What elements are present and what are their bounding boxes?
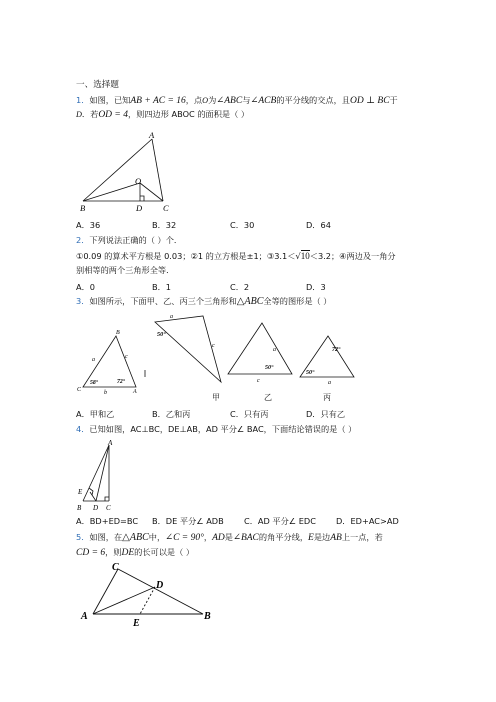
q3-label-b-side: b	[104, 390, 107, 396]
q3-label-c: C	[77, 387, 82, 393]
q3-option-c[interactable]: C．只有丙	[230, 409, 269, 419]
q3-yi-angle-50: 50°	[265, 365, 274, 371]
q3-jia-label-c: c	[212, 343, 215, 349]
formula-od: OD = 4	[98, 110, 128, 120]
q4-label-b: B	[77, 504, 82, 512]
q2-option-c[interactable]: C．2	[230, 282, 250, 292]
question-1-number: 1．	[76, 95, 90, 105]
q1-label-d: D	[136, 203, 143, 213]
q3-option-d[interactable]: D．只有乙	[306, 409, 346, 419]
q2-option-d[interactable]: D．3	[306, 282, 326, 292]
q3-figure-name-yi: 乙	[264, 393, 272, 402]
q3-bing-angle-72: 72°	[332, 347, 341, 353]
q5-label-a: A	[81, 611, 88, 622]
q3-angle-72: 72°	[117, 379, 126, 385]
question-1-line-2: D．若OD = 4，则四边形 ABOC 的面积是（ ）	[76, 109, 250, 120]
q4-label-c: C	[106, 504, 111, 512]
q5-label-b: B	[204, 611, 211, 622]
q1-option-a[interactable]: A．36	[76, 220, 101, 230]
q3-jia-angle-50: 50°	[157, 331, 166, 338]
q1-option-b[interactable]: B．32	[152, 220, 177, 230]
q3-angle-58: 58°	[90, 380, 99, 386]
q3-option-b[interactable]: B．乙和丙	[152, 409, 191, 419]
q3-option-a[interactable]: A．甲和乙	[76, 409, 115, 419]
q1-label-c: C	[163, 203, 169, 213]
q1-label-a: A	[149, 130, 155, 140]
question-4-number: 4．	[76, 424, 90, 434]
q5-label-e: E	[133, 618, 140, 629]
section-title: 一、选择题	[76, 80, 119, 90]
q3-yi-label-c: c	[257, 378, 260, 384]
q3-figure-name-bing: 丙	[323, 393, 331, 402]
formula-cd: CD = 6	[76, 548, 106, 558]
q5-label-d: D	[156, 580, 164, 591]
q3-bing-angle-50: 50°	[306, 370, 315, 376]
q5-label-c: C	[112, 562, 119, 573]
q4-option-b[interactable]: B．DE 平分∠ ADB	[152, 516, 224, 526]
q1-option-c[interactable]: C．30	[230, 220, 255, 230]
q3-label-c-side: c	[125, 354, 128, 360]
question-2-line-3: 别相等的两个三角形全等．	[76, 265, 175, 275]
question-2-number: 2．	[76, 235, 90, 245]
q4-label-d: D	[93, 504, 99, 512]
q3-label-a: A	[133, 389, 137, 395]
q1-option-d[interactable]: D．64	[306, 220, 331, 230]
question-1-line-1: 1．如图，已知AB + AC = 16，点O为∠ABC与∠ACB的平分线的交点，且OD ⊥ BC于	[76, 95, 398, 106]
q4-label-e: E	[78, 488, 83, 496]
q3-yi-label-a: a	[273, 347, 276, 353]
q3-label-a-side: a	[92, 357, 95, 363]
question-5-line-2: CD = 6，则DE的长可以是（ ）	[76, 547, 195, 558]
q4-label-a: A	[108, 439, 113, 447]
q1-label-b: B	[80, 203, 86, 213]
q2-option-a[interactable]: A．0	[76, 282, 95, 292]
sqrt-symbol: √	[295, 251, 301, 261]
question-3-line-1: 3．如图所示，下面甲、乙、丙三个三角形和△ABC全等的图形是（ ）	[76, 296, 332, 307]
q2-option-b[interactable]: B．1	[152, 282, 172, 292]
q3-jia-label-a: a	[170, 314, 173, 320]
q3-label-b: B	[116, 330, 120, 336]
q1-label-o: O	[135, 176, 142, 186]
question-3-number: 3．	[76, 296, 90, 306]
q4-option-c[interactable]: C．AD 平分∠ EDC	[244, 516, 316, 526]
q3-figure-name-jia: 甲	[212, 393, 220, 402]
q4-option-d[interactable]: D．ED+AC>AD	[336, 516, 399, 526]
q4-option-a[interactable]: A．BD+ED=BC	[76, 516, 139, 526]
question-5-line-1: 5．如图，在△ABC中，∠C = 90°，AD是∠BAC的角平分线，E是边AB上一点，若	[76, 532, 383, 543]
formula-ab-plus-ac: AB + AC = 16	[130, 96, 186, 106]
question-4-line-1: 4．已知如图，AC⊥BC，DE⊥AB，AD 平分∠ BAC，下面结论错误的是（ ）	[76, 424, 357, 434]
question-2-line-1: 2．下列说法正确的（ ）个．	[76, 235, 183, 245]
q3-bing-label-a: a	[328, 380, 331, 386]
question-5-number: 5．	[76, 532, 90, 542]
question-2-line-2: ①0.09 的算术平方根是 0.03；②1 的立方根是±1；③3.1＜√10＜3.2；④两边及一角分	[76, 251, 396, 261]
